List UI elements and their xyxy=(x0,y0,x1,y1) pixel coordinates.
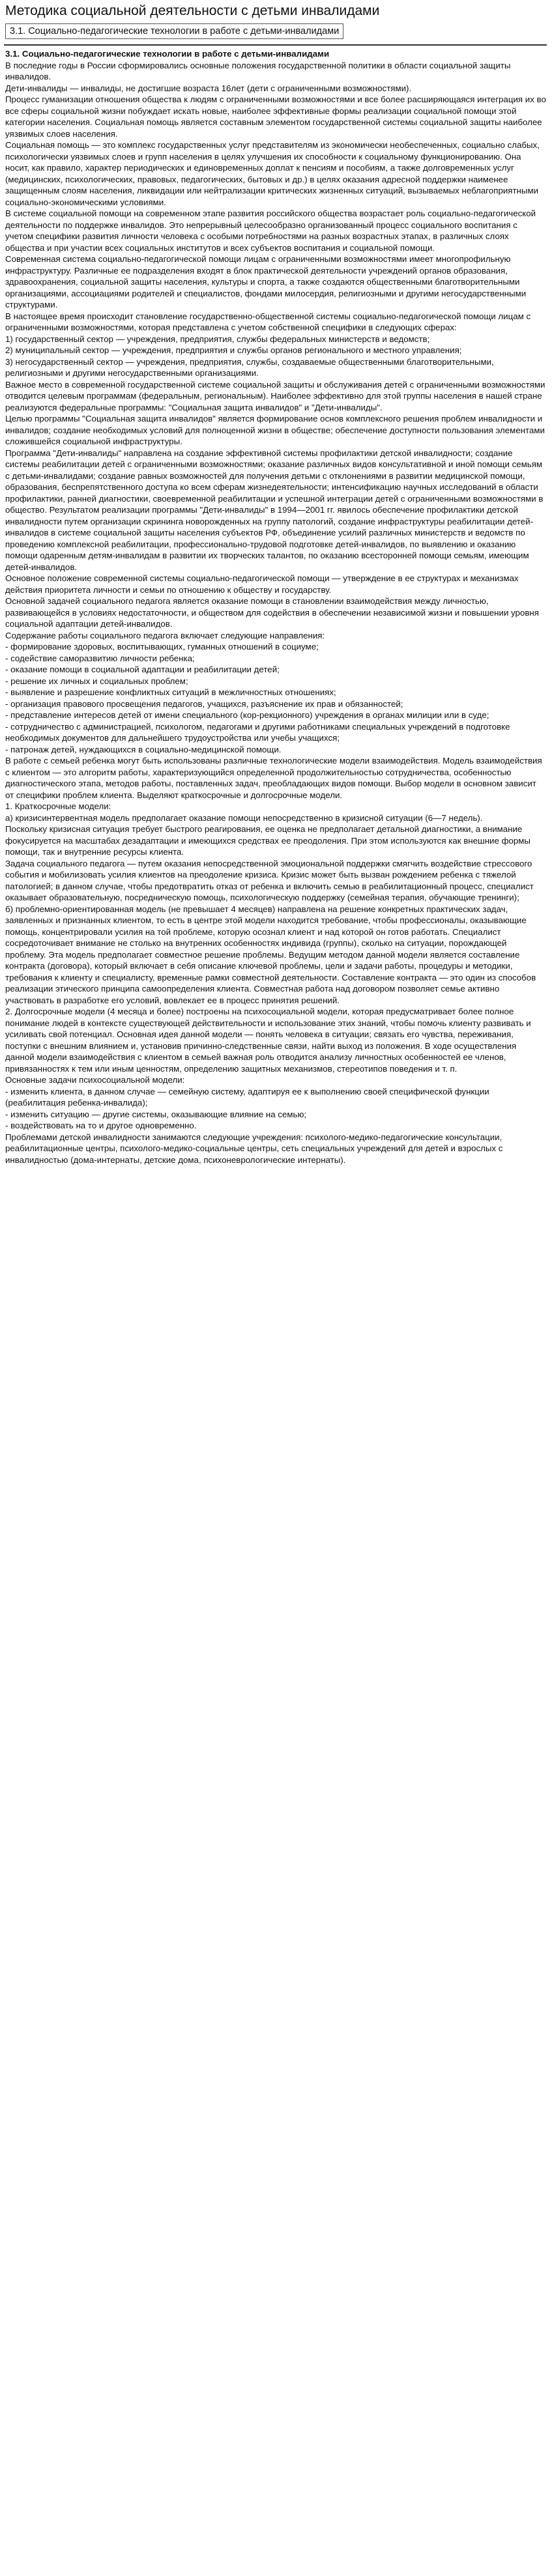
paragraph: Основной задачей социального педагога является оказание помощи в становлении взаимодействия между личностью, развивающейся в условиях недостаточности, и обществом для содействия в обеспечении независимой жизни и повышении уровня социальной адаптации детей-инвалидов. xyxy=(5,596,539,629)
document-title: Методика социальной деятельности с детьми инвалидами xyxy=(5,3,380,18)
paragraph: Содержание работы социального педагога включает следующие направления: xyxy=(5,630,325,640)
paragraph-list xyxy=(5,60,547,1166)
paragraph: В настоящее время происходит становление государственно-общественной системы социально-педагогической помощи лицам с ограниченными возможностями, которая представлена с учетом собственной специфики в следующих сферах: xyxy=(5,311,531,332)
paragraph: - воздействовать на то и другое одновременно. xyxy=(5,1121,197,1130)
section-link-box[interactable]: 3.1. Социально-педагогические технологии в работе с детьми-инвалидами xyxy=(5,23,343,39)
paragraph: Современная система социально-педагогической помощи лицам с ограниченными возможностями имеет многопрофильную инфраструктуру. Различные ее подразделения входят в блок практической деятельности учреждений органов образования, здравоохранения, социальной защиты населения, культуры и спорта, а также создаются общественными благотворительными организациями, ассоциациями родителей и специалистов, фондами милосердия, религиозными и другими негосударственными структурами. xyxy=(5,254,527,309)
paragraph: 1. Краткосрочные модели: xyxy=(5,801,111,811)
paragraph: - сотрудничество с администрацией, психологом, педагогами и другими работниками специальных учреждений в подготовке необходимых документов для дальнейшего трудоустройства или учебы учащихся; xyxy=(5,721,510,743)
paragraph: Целью программы "Социальная защита инвалидов" является формирование основ комплексного решения проблем инвалидности и инвалидов; создание необходимых условий для полноценной жизни в обществе; обеспечение доступности пользования элементами сложившейся социальной инфраструктуры. xyxy=(5,414,545,446)
paragraph: Основные задачи психосоциальной модели: xyxy=(5,1075,185,1085)
paragraph: - изменить ситуацию — другие системы, оказывающие влияние на семью; xyxy=(5,1109,307,1119)
paragraph: 3) негосударственный сектор — учреждения, предприятия, службы, создаваемые общественными благотворительными, религиозными и другими негосударственными организациями. xyxy=(5,356,494,378)
paragraph: Дети-инвалиды — инвалиды, не достигшие возраста 16лет (дети с ограниченными возможностями). xyxy=(5,83,412,93)
section-heading: 3.1. Социально-педагогические технологии в работе с детьми-инвалидами xyxy=(5,49,330,59)
paragraph: 2. Долгосрочные модели (4 месяца и более) построены на психосоциальной модели, которая предусматривает более полное понимание людей в контексте существующей действительности и использование этих знаний, чтобы помочь клиенту развивать и усиливать свой потенциал. Основная идея данной модели — понять человека в ситуации; связать его чувства, переживания, поступки с внешним влиянием и, установив причинно-следственные связи, найти выход из положения. В ходе осуществления данной модели взаимодействия с клиентом в семьей важная роль отводится анализу личностных особенностей ее членов, привязанностях к тем или иным ценностям, определению защитных механизмов, стереотипов поведения и т. п. xyxy=(5,1007,531,1074)
paragraph: Социальная помощь — это комплекс государственных услуг представителям из экономически необеспеченных, социально слабых, психологически уязвимых слоев и групп населения в целях улучшения их способности к социальному функционированию. Она носит, как правило, характер периодических и единовременных доплат к пенсиям и пособиям, а также долговременных услуг (медицинских, психологических, правовых, педагогических, бытовых и др.) в целях оказания адресной поддержки наименее защищенным слоям населения, ликвидации или нейтрализации критических жизненных ситуаций, вызываемых неблагоприятными социально-экономическими условиями. xyxy=(5,140,540,207)
paragraph: - представление интересов детей от имени специального (кор-рекционного) учреждения в органах милиции или в суде; xyxy=(5,710,489,720)
paragraph: В системе социальной помощи на современном этапе развития российского общества возрастает роль социально-педагогической деятельности по поддержке инвалидов. Это непрерывный целесообразно организованный процесс социального воспитания с учетом специфики развития личности человека с особыми потребностями на разных возрастных этапах, в различных слоях общества и при участии всех социальных институтов и всех субъектов воспитания и социальной помощи. xyxy=(5,208,536,253)
paragraph: 1) государственный сектор — учреждения, предприятия, службы федеральных министерств и ведомств; xyxy=(5,334,430,344)
paragraph: В работе с семьей ребенка могут быть использованы различные технологические модели взаимодействия. Модель взаимодействия с клиентом — это алгоритм работы, характеризующийся определенной продолжительностью сотрудничества, особенностью диагностического этапа, методов работы, поставленных задач, преобладающих видов помощи. Выбор модели в основном зависит от специфики проблем клиента. Выделяют краткосрочные и долгосрочные модели. xyxy=(5,756,542,800)
paragraph: - содействие саморазвитию личности ребенка; xyxy=(5,653,195,663)
paragraph: 2) муниципальный сектор — учреждения, предприятия и службы органов регионального и местного управления; xyxy=(5,345,462,355)
paragraph: - изменить клиента, в данном случае — семейную систему, адаптируя ее к выполнению своей специфической функции (реабилитация ребенка-инвалида); xyxy=(5,1086,489,1108)
paragraph: - формирование здоровых, воспитывающих, гуманных отношений в социуме; xyxy=(5,642,319,651)
paragraph: Основное положение современной системы социально-педагогической помощи — утверждение в ее структурах и механизмах действия приоритета личности и семьи по отношению к обществу и государству. xyxy=(5,573,519,595)
paragraph: Процесс гуманизации отношения общества к людям с ограниченными возможностями и все более расширяющаяся интеграция их во все сферы социальной жизни побуждает искать новые, наиболее эффективные формы реализации социальной помощи этой категории населения. Социальная помощь является составным элементом государственной системы социальной защиты наиболее уязвимых слоев населения. xyxy=(5,94,546,139)
paragraph: Важное место в современной государственной системе социальной защиты и обслуживания детей с ограниченными возможностями отводится целевым программам (федеральным, региональным). Наиболее эффективно для этой группы населения в нашей стране реализуются федеральные программы: "Социальная защита инвалидов" и "Дети-инвалиды". xyxy=(5,379,545,412)
paragraph: - оказание помощи в социальной адаптации и реабилитации детей; xyxy=(5,665,280,674)
paragraph: а) кризисинтервентная модель предполагает оказание помощи непосредственно в кризисной ситуации (6—7 недель). xyxy=(5,812,483,823)
divider xyxy=(4,44,547,46)
paragraph: Поскольку кризисная ситуация требует быстрого реагирования, ее оценка не предполагает детальной диагностики, а внимание фокусируется на масштабах дезадаптации и имеющихся средствах ее преодоления. При этом используются как внешние формы помощи, так и внутренние ресурсы клиента. xyxy=(5,824,530,857)
paragraph: Проблемами детской инвалидности занимаются следующие учреждения: психолого-медико-педагогические консультации, реабилитационные центры, психолого-медико-социальные центры, сеть специальных учреждений для детей и взрослых с инвалидностью (дома-интернаты, детские дома, психоневрологические интернаты). xyxy=(5,1132,503,1165)
page xyxy=(0,0,552,1169)
article-body xyxy=(4,48,547,1166)
paragraph: - патронаж детей, нуждающихся в социально-медицинской помощи. xyxy=(5,744,282,754)
paragraph: - выявление и разрешение конфликтных ситуаций в межличностных отношениях; xyxy=(5,687,336,697)
paragraph: - решение их личных и социальных проблем; xyxy=(5,676,188,686)
paragraph: б) проблемно-ориентированная модель (не превышает 4 месяцев) направлена на решение конкретных практических задач, заявленных и признанных клиентом, то есть в центре этой модели находится требование, чтобы профессионалы, оказывающие помощь, концентрировали усилия на той проблеме, которую осознал клиент и над которой он готов работать. Специалист сосредоточивает внимание не столько на внутренних особенностях индивида (группы), сколько на ситуации, порождающей проблему. Эта модель предполагает совместное решение проблемы. Ведущим методом данной модели является составление контракта (договора), который включает в себя описание ключевой проблемы, цели и задачи работы, процедуры и методики, требования к клиенту и специалисту, временные рамки совместной деятельности. Составление контракта — это один из способов реализации этического принципа самоопределения клиента. Совместная работа над договором позволяет семье активно участвовать в разработке его условий, вовлекает ее в процесс принятия решений. xyxy=(5,904,536,1005)
paragraph: Задача социального педагога — путем оказания непосредственной эмоциональной поддержки смягчить воздействие стрессового события и мобилизовать усилия клиентов на преодоление кризиса. Кризис может быть вызван рождением ребенка с тяжелой патологией; в данном случае, чтобы предотвратить отказ от ребенка и включить семью в реабилитационный процесс, специалист оказывает образовательную, посредническую помощь, психологическую поддержку (семейная терапия, обучающие тренинги); xyxy=(5,858,534,902)
paragraph: Программа "Дети-инвалиды" направлена на создание эффективной системы профилактики детской инвалидности; создание системы реабилитации детей с ограниченными возможностями; оказание различных видов консультативной и иной помощи семьям с детьми-инвалидами; создание равных возможностей для получения детьми с отклонениями в развитии медицинской помощи, образования, беспрепятственного доступа ко всем сферам жизнедеятельности; интенсификацию научных исследований в области профилактики, ранней диагностики, своевременной реабилитации и успешной интеграции детей с ограниченными возможностями в общество. Результатом реализации программы "Дети-инвалиды" в 1994—2001 гг. явилось обеспечение профилактики детской инвалидности путем организации скрининга новорожденных на группу патологий, создание инфраструктуры реабилитации детей-инвалидов в системе социальной защиты населения субъектов РФ, объединение усилий различных министерств и ведомств по проведению комплексной реабилитации, профессионально-трудовой подготовке детей-инвалидов, по выявлению и оказанию помощи одаренным детям-инвалидам в развитии их творческих талантов, по оказанию всесторонней помощи семьям, имеющим детей-инвалидов. xyxy=(5,448,544,572)
paragraph: - организация правового просвещения педагогов, учащихся, разъяснение их прав и обязанностей; xyxy=(5,698,403,709)
paragraph: В последние годы в России сформировались основные положения государственной политики в области социальной защиты инвалидов. xyxy=(5,60,511,81)
